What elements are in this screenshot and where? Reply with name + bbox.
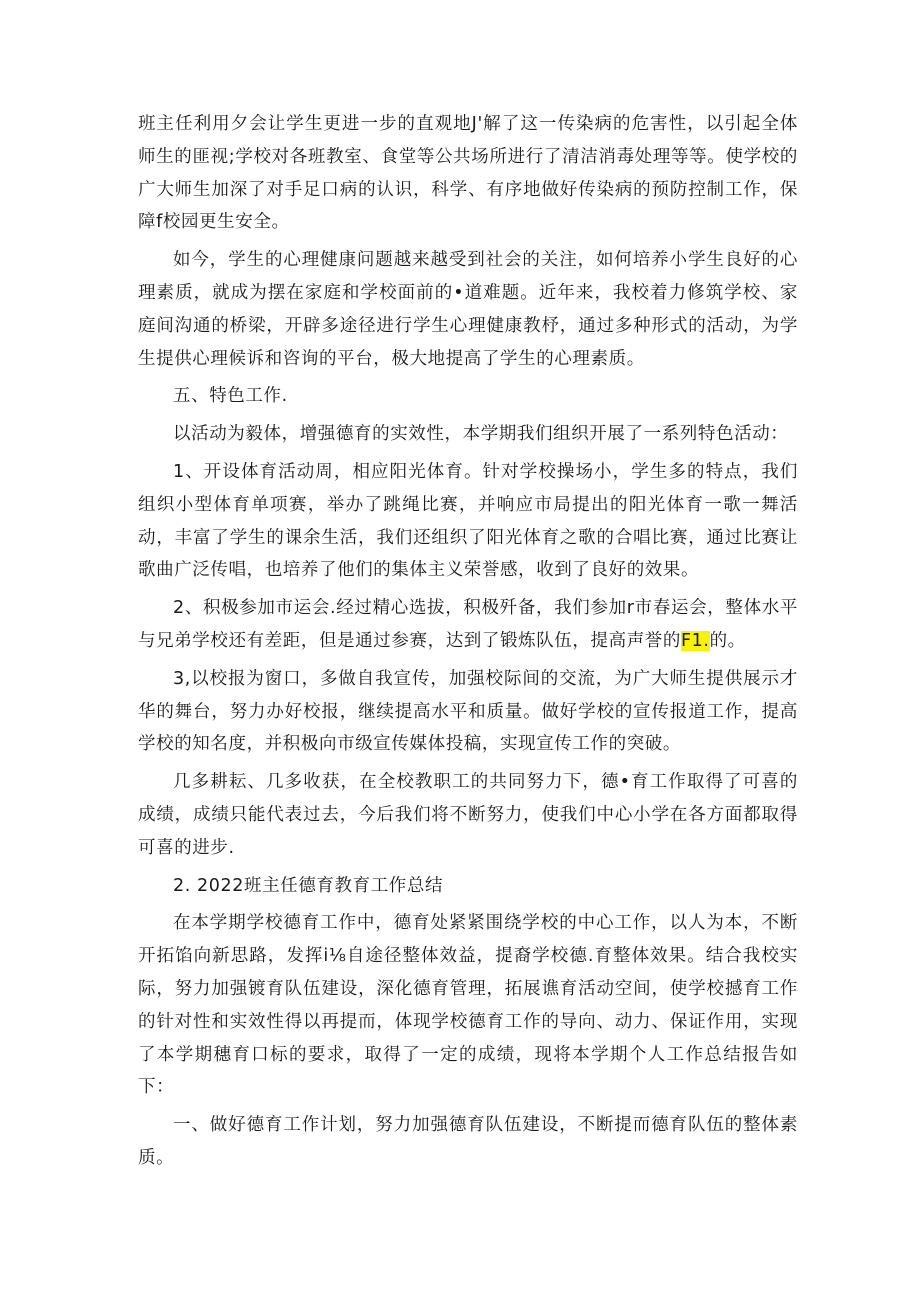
paragraph-summary-intro: 在本学期学校德育工作中，德育处紧紧围绕学校的中心工作，以人为本，不断开拓馅向新思路，发挥i⅛自途径整体效益，提裔学校德.育整体效果。结合我校实际，努力加强镀育队伍建设，深化德育管理，拓展谯育活动空间，使学校撼育工作的针对性和实效性得以再提而，体现学校德育工作的导向、动力、保证作用，实现了本学期穗育口标的要求，取得了一定的成绩，现将本学期个人工作总结报告如下： — [138, 913, 798, 1098]
document-body — [138, 108, 798, 1180]
paragraph-conclusion: 几多耕耘、几多收获，在全校教职工的共同努力下，德•育工作取得了可喜的成绩，成绩只能代表过去，今后我们将不断努力，使我们中心小学在各方面都取得可喜的进步. — [138, 772, 798, 858]
section-heading-special-work: 五、特色工作. — [173, 386, 288, 407]
paragraph-school-newspaper: 3,以校报为窗口，多做自我宣传，加强校际间的交流，为广大师生提供展示才华的舞台，努力办好校报，继续提高水平和质量。做好学校的宣传报道工作，提高学校的知名度，并积极向市级宣传媒体投稿，实现宣传工作的突破。 — [138, 668, 798, 755]
section-heading-summary-2022: 2. 2022班主任德育教育工作总结 — [173, 875, 444, 896]
paragraph-moral-plan: 一、做好德育工作计划，努力加强德育队伍建设，不断提而德育队伍的整体素质。 — [138, 1115, 798, 1168]
city-games-text: 2、积极参加市运会.经过精心选拔，积极歼备，我们参加r市春运会，整体水平与兄弟学校还有差距，但是通过参赛，达到了锻炼队伍，提高声誉的 — [138, 598, 798, 651]
highlighted-text: F1. — [681, 630, 710, 651]
paragraph-sports-week: 1、开设体育活动周，相应阳光体育。针对学校操场小，学生多的特点，我们组织小型体育单项赛，举办了跳绳比赛，并响应市局提出的阳光体育一歌一舞活动，丰富了学生的课余生活，我们还组织了阳光体育之歌的合唱比赛，通过比赛让歌曲广泛传唱，也培养了他们的集体主义荣誉感，收到了良好的效果。 — [138, 461, 798, 581]
paragraph-activities-intro: 以活动为毅体，增强德育的实效性，本学期我们组织开展了一系列特色活动： — [173, 424, 789, 445]
city-games-text-end: 的。 — [709, 630, 746, 651]
paragraph-hygiene-continued: 班主任利用夕会让学生更进一步的直观地J'解了这一传染病的危害性，以引起全体师生的匪视;学校对各班教室、食堂等公共场所进行了清洁消毒处理等等。使学校的广大师生加深了对手足口病的认识，科学、有序地做好传染病的预防控制工作，保障f校园更生安全。 — [138, 114, 798, 233]
paragraph-mental-health: 如今，学生的心理健康问题越来越受到社会的关注，如何培养小学生良好的心理素质，就成为摆在家庭和学校面前的•道难题。近年来，我校着力修筑学校、家庭间沟通的桥梁，开辟多途径进行学生心理健康教杼，通过多种形式的活动，为学生提供心理候诉和咨询的平台，极大地提高了学生的心理素质。 — [138, 250, 798, 369]
paragraph-city-games — [138, 592, 798, 658]
